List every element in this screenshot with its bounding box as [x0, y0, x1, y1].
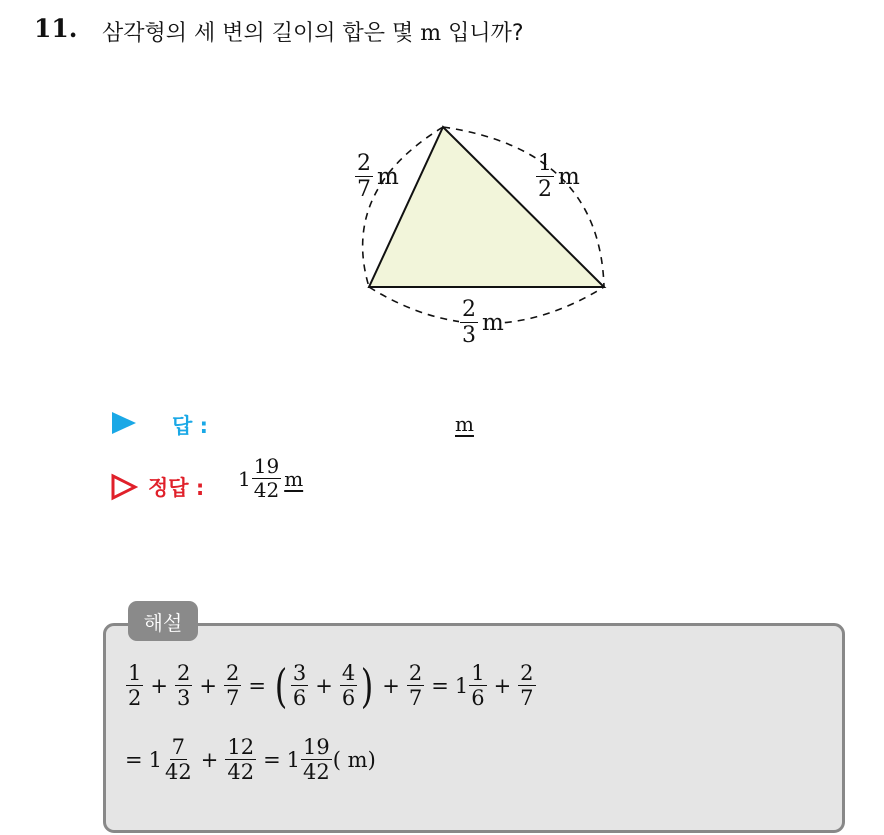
question-unit: m — [420, 21, 442, 46]
fraction-numerator: 12 — [227, 735, 255, 759]
question-text-before: 삼각형의 세 변의 길이의 합은 몇 — [102, 21, 414, 46]
fraction-denominator: 7 — [225, 686, 240, 711]
fraction — [163, 736, 194, 783]
fraction-denominator: 2 — [128, 686, 142, 711]
fraction — [291, 662, 308, 709]
fraction-numerator: 2 — [176, 661, 191, 685]
fraction — [301, 736, 332, 783]
mixed-whole: 1 — [148, 747, 162, 772]
fraction-numerator: 2 — [408, 661, 423, 685]
plus-sign: + — [150, 673, 168, 698]
fraction-numerator: 2 — [520, 661, 534, 685]
plus-sign: + — [382, 673, 400, 698]
solution-unit: ( m) — [332, 747, 376, 772]
equals-sign: = — [125, 747, 143, 772]
correct-value — [238, 456, 303, 501]
correct-label: 정답 : — [148, 476, 205, 500]
fraction-numerator: 2 — [462, 297, 476, 322]
fraction-denominator: 7 — [357, 177, 371, 203]
fraction-denominator: 7 — [408, 686, 423, 711]
fraction-denominator: 42 — [253, 478, 280, 502]
fraction-denominator: 42 — [227, 760, 255, 785]
fraction — [252, 456, 281, 501]
fraction-numerator: 19 — [303, 735, 330, 759]
answer-unit: m — [455, 412, 474, 436]
fraction-denominator: 2 — [538, 177, 552, 203]
left-paren: ( — [274, 658, 288, 713]
mixed-whole: 1 — [286, 747, 301, 772]
fraction-denominator: 7 — [520, 686, 534, 711]
plus-sign: + — [315, 673, 333, 698]
solution-tag: 해설 — [128, 601, 198, 641]
fraction — [225, 736, 256, 783]
side-unit: m — [558, 163, 580, 190]
side-unit: m — [482, 309, 504, 336]
plus-sign: + — [199, 673, 217, 698]
plus-sign: + — [200, 747, 219, 772]
fraction — [224, 662, 241, 709]
plus-sign: + — [493, 673, 512, 698]
fraction — [355, 152, 373, 201]
fraction-denominator: 3 — [176, 686, 191, 711]
question-text-after: 입니까? — [448, 21, 524, 46]
fraction — [407, 662, 424, 709]
fraction-numerator: 1 — [128, 661, 142, 685]
side-label-left — [354, 152, 399, 201]
fraction-numerator: 7 — [171, 735, 186, 759]
side-label-right — [535, 152, 580, 201]
answer-marker-icon — [110, 410, 138, 436]
correct-marker-icon — [110, 473, 138, 501]
fraction — [518, 662, 535, 709]
fraction — [469, 662, 486, 709]
side-unit: m — [377, 163, 399, 190]
answer-row — [172, 410, 208, 440]
fraction — [340, 662, 357, 709]
fraction-denominator: 6 — [292, 686, 307, 711]
fraction-numerator: 4 — [341, 661, 356, 685]
question-number: 11. — [34, 14, 78, 43]
correct-whole: 1 — [238, 466, 251, 491]
equals-sign: = — [263, 747, 281, 772]
solution-line-1 — [125, 658, 537, 713]
fraction-numerator: 1 — [538, 151, 552, 176]
fraction-numerator: 3 — [292, 661, 307, 685]
fraction — [460, 298, 478, 347]
fraction-numerator: 19 — [253, 454, 280, 478]
fraction-numerator: 2 — [225, 661, 240, 685]
fraction-denominator: 6 — [471, 686, 485, 711]
fraction — [536, 152, 554, 201]
fraction-denominator: 3 — [462, 323, 476, 349]
fraction — [175, 662, 192, 709]
solution-box — [103, 623, 845, 833]
fraction-denominator: 42 — [164, 760, 192, 785]
fraction-denominator: 6 — [341, 686, 356, 711]
equals-sign: = — [431, 673, 449, 698]
answer-label: 답 : — [172, 414, 208, 438]
triangle-shape — [369, 127, 604, 287]
fraction-denominator: 42 — [303, 760, 330, 785]
fraction-numerator: 2 — [357, 151, 371, 176]
fraction — [126, 662, 143, 709]
correct-row — [148, 472, 204, 502]
right-paren: ) — [360, 658, 374, 713]
correct-unit: m — [284, 467, 304, 491]
mixed-whole: 1 — [454, 673, 469, 698]
side-label-bottom — [459, 298, 504, 347]
triangle-figure — [0, 0, 884, 400]
equals-sign: = — [248, 673, 266, 698]
fraction-numerator: 1 — [471, 661, 485, 685]
solution-line-2 — [125, 736, 376, 783]
